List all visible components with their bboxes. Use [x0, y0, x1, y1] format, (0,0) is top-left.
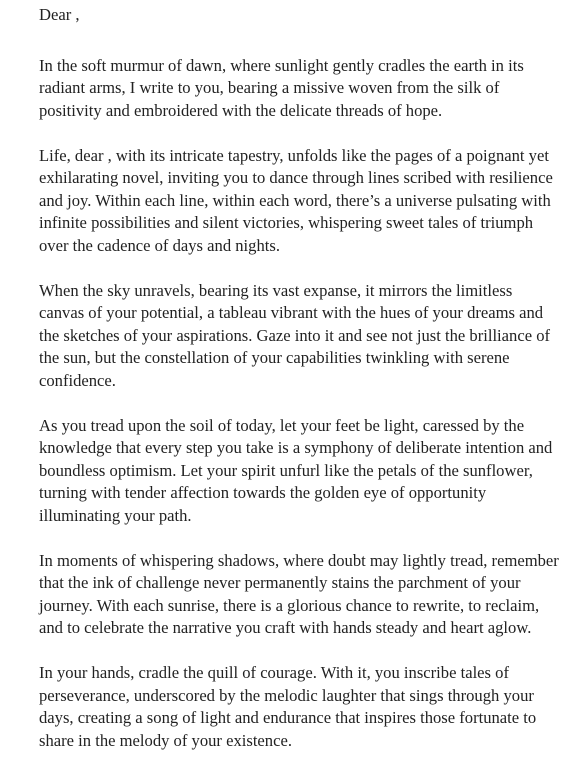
- letter-body: [39, 4, 559, 775]
- paragraph-tread-today: As you tread upon the soil of today, let your feet be light, caressed by the knowledge that every step you take is a symphony of deliberate intention and boundless optimism. Let your spirit unfurl like the petals of the sunflower, turning with tender affection towards the golden eye of opportunity illuminating your path.: [39, 415, 553, 525]
- paragraph-life-tapestry: Life, dear , with its intricate tapestry, unfolds like the pages of a poignant yet exhilarating novel, inviting you to dance through lines scribed with resilience and joy. Within each line, within each word, there’s a universe pulsating with infinite possibilities and silent victories, whispering sweet tales of triumph over the cadence of days and nights.: [39, 145, 553, 255]
- salutation: Dear ,: [39, 5, 80, 24]
- paragraph-shadows: In moments of whispering shadows, where doubt may lightly tread, remember that the ink of challenge never permanently stains the parchment of your journey. With each sunrise, there is a glorious chance to rewrite, to reclaim, and to celebrate the narrative you craft with hands steady and heart aglow.: [39, 550, 559, 637]
- paragraph-sky-canvas: When the sky unravels, bearing its vast expanse, it mirrors the limitless canvas of your potential, a tableau vibrant with the hues of your dreams and the sketches of your aspirations. Gaze into it and see not just the brilliance of the sun, but the constellation of your capabilities twinkling with serene confidence.: [39, 280, 551, 390]
- paragraph-dawn: In the soft murmur of dawn, where sunlight gently cradles the earth in its radiant arms, I write to you, bearing a missive woven from the silk of positivity and embroidered with the delicate threads of hope.: [39, 55, 524, 120]
- paragraph-quill-of-courage: In your hands, cradle the quill of courage. With it, you inscribe tales of perseverance, underscored by the melodic laughter that sings through your days, creating a song of light and endurance that inspires those fortunate to share in the melody of your existence.: [39, 663, 537, 750]
